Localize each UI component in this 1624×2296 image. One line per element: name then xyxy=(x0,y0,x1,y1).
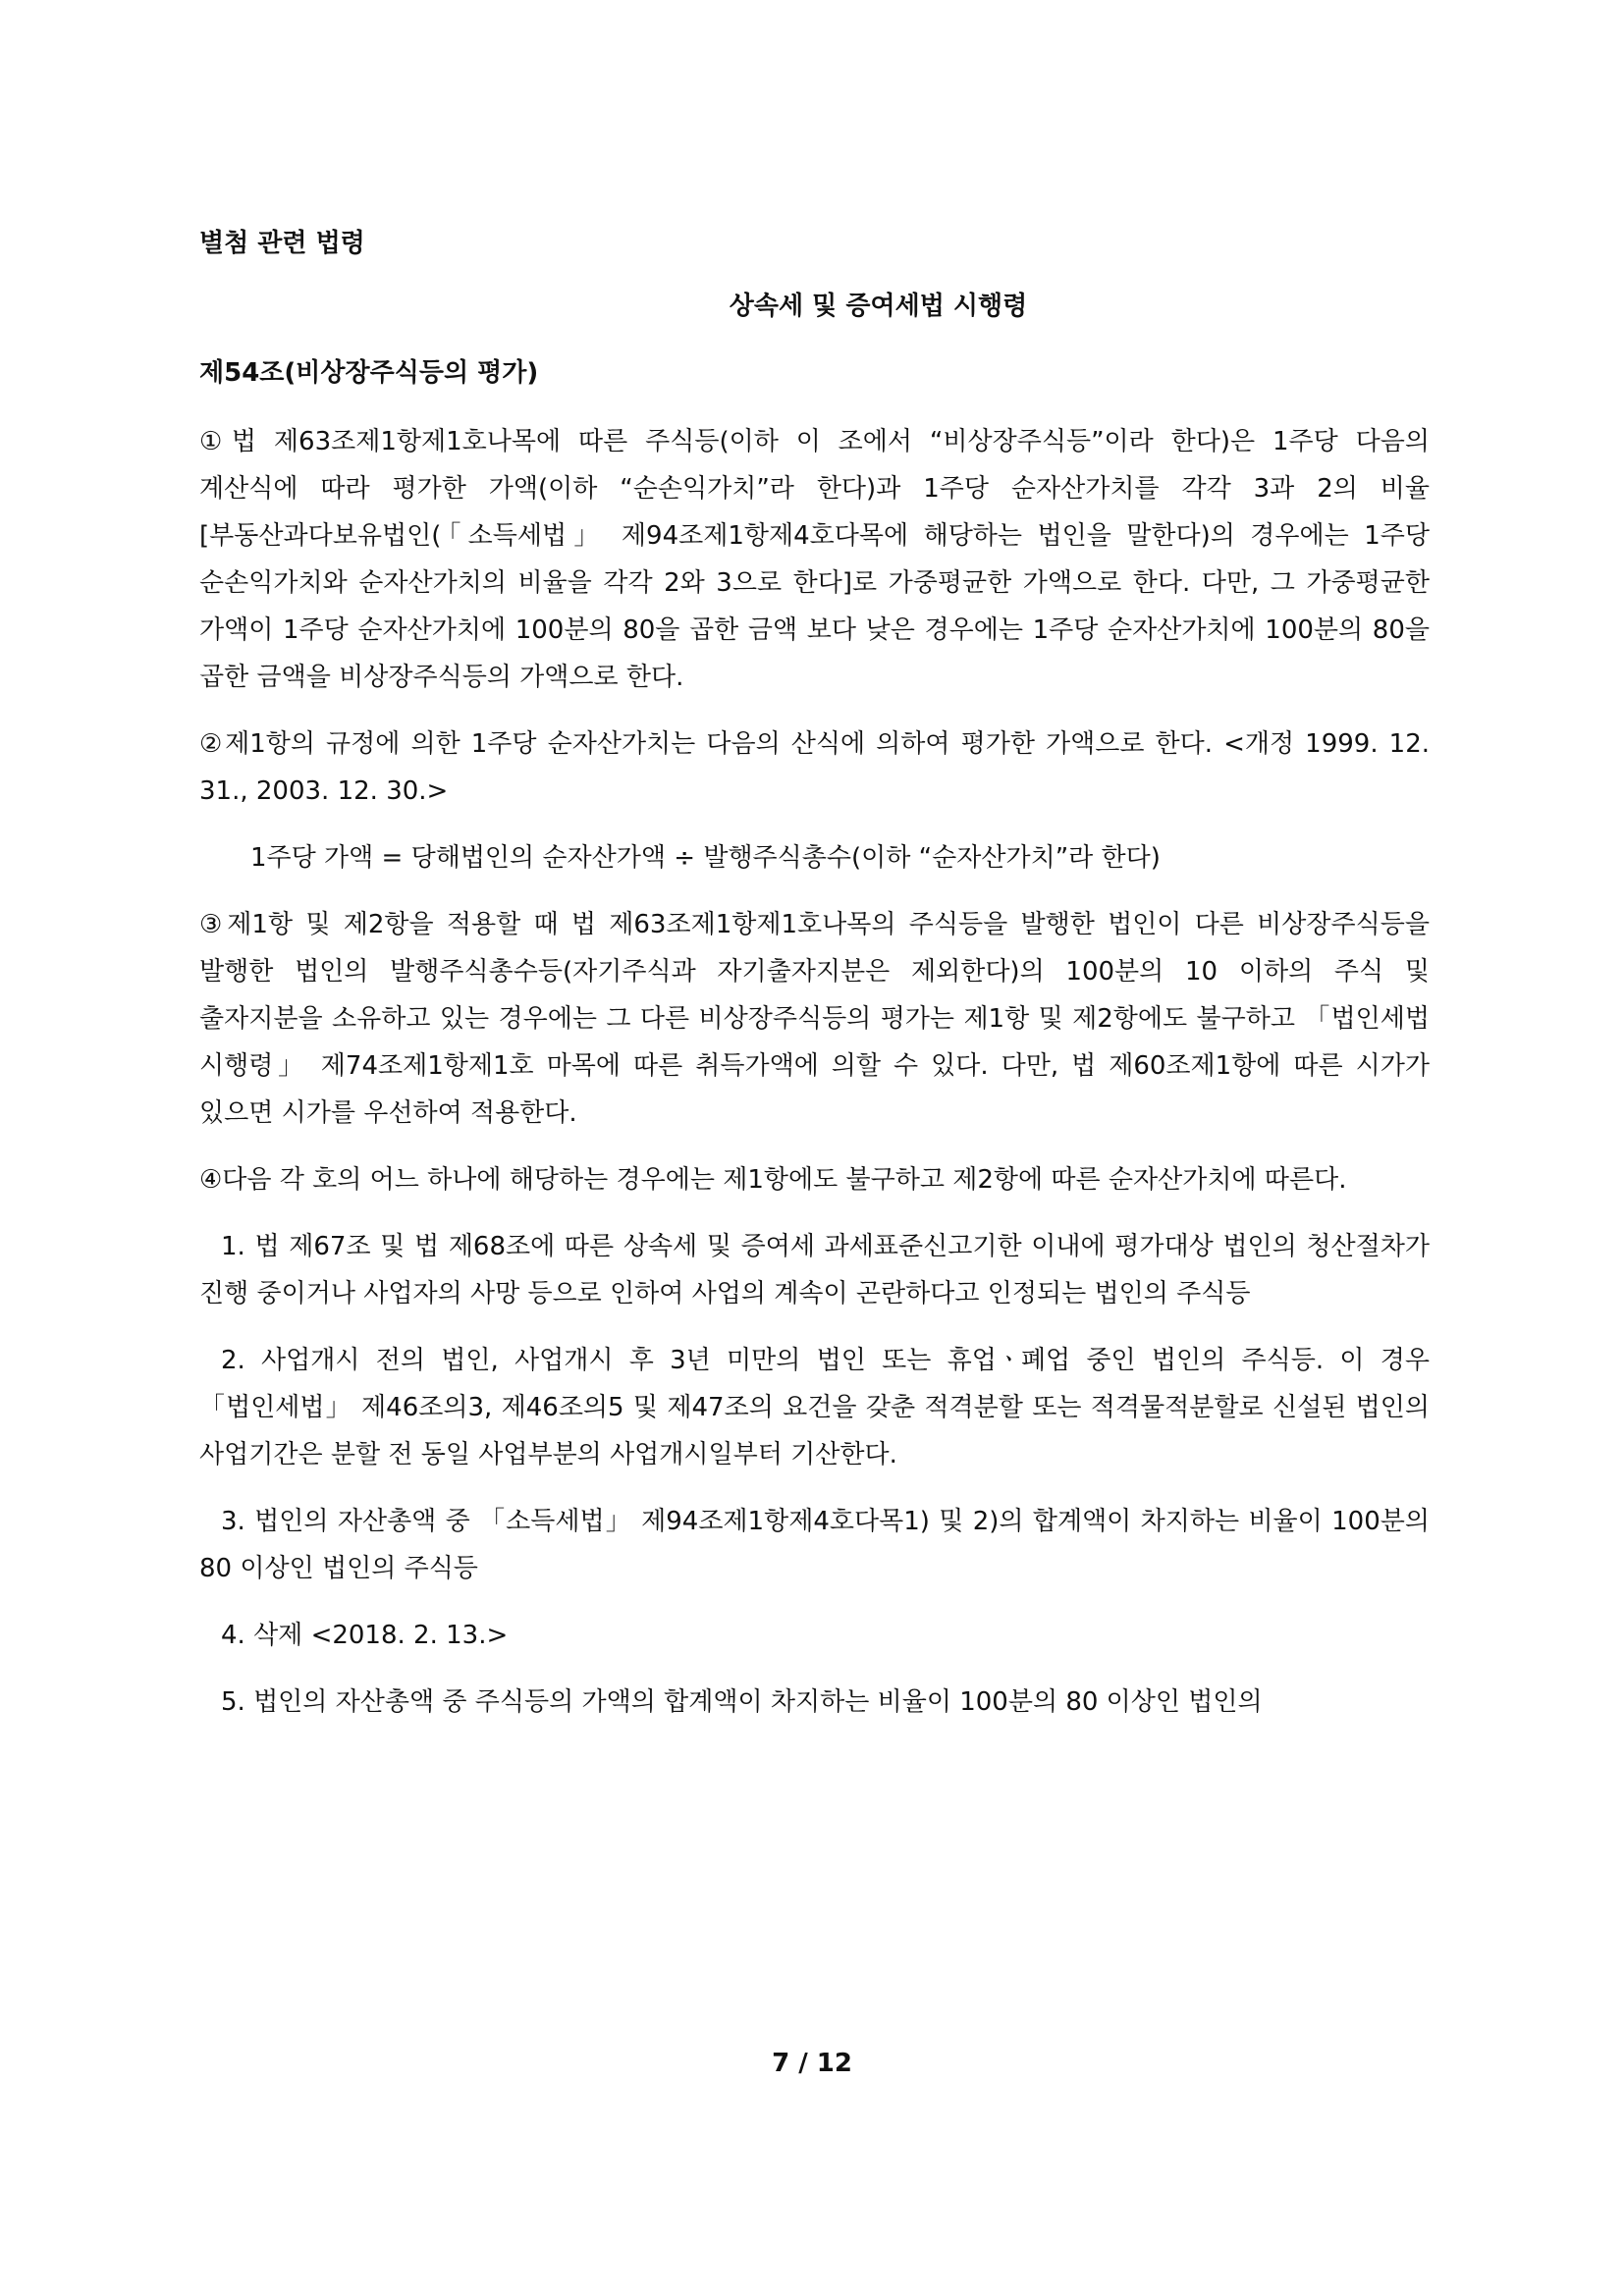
document-body xyxy=(199,224,1430,1745)
list-item-2: 2. 사업개시 전의 법인, 사업개시 후 3년 미만의 법인 또는 휴업ㆍ폐업 중인 법인의 주식등. 이 경우 「법인세법」 제46조의3, 제46조의5 및 제47조의 요건을 갖춘 적격분할 또는 적격물적분할로 신설된 법인의 사업기간은 분할 전 동일 사업부분의 사업개시일부터 기산한다. xyxy=(199,1346,1430,1469)
document-title: 상속세 및 증여세법 시행령 xyxy=(729,292,1028,321)
paragraph-3: ③제1항 및 제2항을 적용할 때 법 제63조제1항제1호나목의 주식등을 발행한 법인이 다른 비상장주식등을 발행한 법인의 발행주식총수등(자기주식과 자기출자지분은 제외한다)의 100분의 10 이하의 주식 및 출자지분을 소유하고 있는 경우에는 그 다른 비상장주식등의 평가는 제1항 및 제2항에도 불구하고 「법인세법 시행령」 제74조제1항제1호 마목에 따른 취득가액에 의할 수 있다. 다만, 법 제60조제1항에 따른 시가가 있으면 시가를 우선하여 적용한다. xyxy=(199,910,1430,1128)
paragraph-1: ①법 제63조제1항제1호나목에 따른 주식등(이하 이 조에서 “비상장주식등”이라 한다)은 1주당 다음의 계산식에 따라 평가한 가액(이하 “순손익가치”라 한다)과 1주당 순자산가치를 각각 3과 2의 비율[부동산과다보유법인(「소득세법」 제94조제1항제4호다목에 해당하는 법인을 말한다)의 경우에는 1주당 순손익가치와 순자산가치의 비율을 각각 2와 3으로 한다]로 가중평균한 가액으로 한다. 다만, 그 가중평균한 가액이 1주당 순자산가치에 100분의 80을 곱한 금액 보다 낮은 경우에는 1주당 순자산가치에 100분의 80을 곱한 금액을 비상장주식등의 가액으로 한다. xyxy=(199,427,1430,692)
formula-line: 1주당 가액 = 당해법인의 순자산가액 ÷ 발행주식총수(이하 “순자산가치”라 한다) xyxy=(250,843,1161,873)
page-number: 7 / 12 xyxy=(772,2049,852,2078)
section-label: 별첨 관련 법령 xyxy=(199,229,365,258)
list-item-3: 3. 법인의 자산총액 중 「소득세법」 제94조제1항제4호다목1) 및 2)의 합계액이 차지하는 비율이 100분의 80 이상인 법인의 주식등 xyxy=(199,1507,1430,1583)
paragraph-2: ②제1항의 규정에 의한 1주당 순자산가치는 다음의 산식에 의하여 평가한 가액으로 한다. <개정 1999. 12. 31., 2003. 12. 30.> xyxy=(199,729,1430,806)
list-item-4: 4. 삭제 <2018. 2. 13.> xyxy=(221,1621,509,1650)
paragraph-4: ④다음 각 호의 어느 하나에 해당하는 경우에는 제1항에도 불구하고 제2항에 따른 순자산가치에 따른다. xyxy=(199,1165,1347,1195)
article-title: 제54조(비상장주식등의 평가) xyxy=(199,358,539,388)
list-item-1: 1. 법 제67조 및 법 제68조에 따른 상속세 및 증여세 과세표준신고기한 이내에 평가대상 법인의 청산절차가 진행 중이거나 사업자의 사망 등으로 인하여 사업의 계속이 곤란하다고 인정되는 법인의 주식등 xyxy=(199,1232,1430,1308)
list-item-5: 5. 법인의 자산총액 중 주식등의 가액의 합계액이 차지하는 비율이 100분의 80 이상인 법인의 xyxy=(221,1687,1263,1717)
